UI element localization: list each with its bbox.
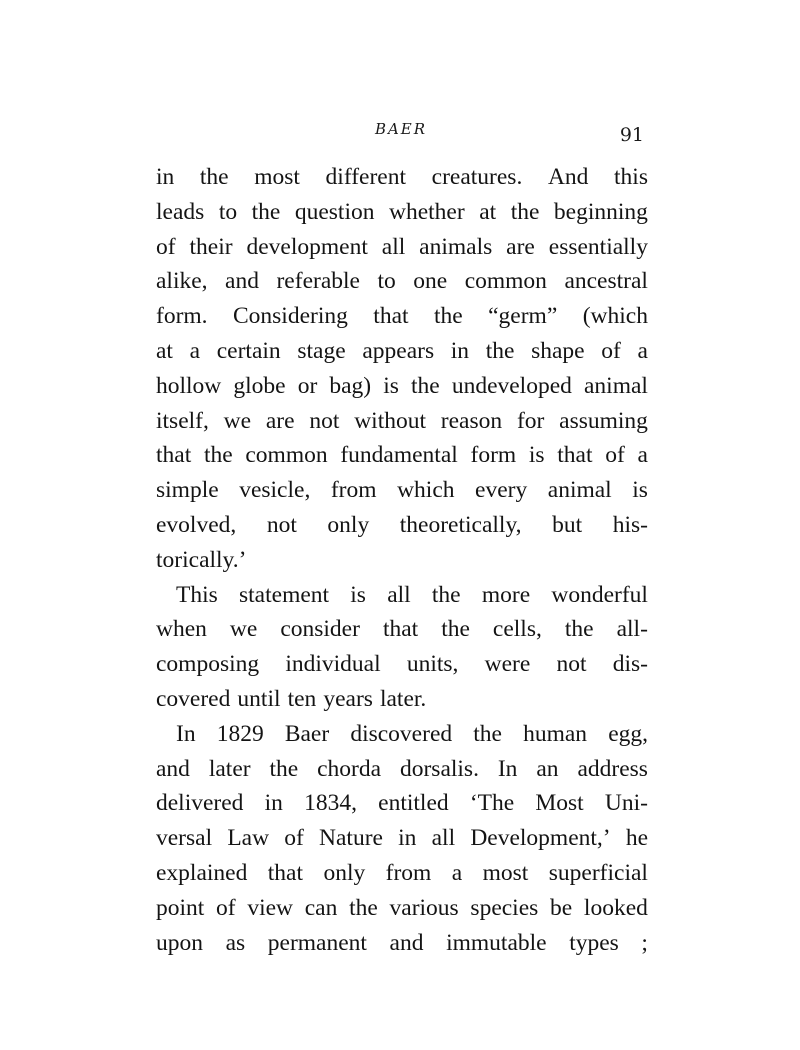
word: as [225, 929, 246, 956]
word: are [265, 407, 295, 434]
word: In [176, 720, 196, 747]
word: torically.’ [156, 546, 247, 573]
word: undeveloped [451, 372, 572, 399]
word: evolved, [156, 511, 237, 538]
word: we [223, 407, 252, 434]
word: the [473, 720, 502, 747]
word: “germ” [488, 303, 558, 330]
word: hollow [156, 372, 222, 399]
word: leads [156, 198, 205, 225]
word: which [397, 477, 455, 504]
text-line [156, 578, 648, 613]
running-title: BAER [374, 120, 428, 138]
word: upon [156, 929, 203, 956]
word: superficial [548, 859, 648, 886]
word: and [389, 929, 424, 956]
word: Nature [319, 825, 383, 852]
word: to [377, 268, 396, 295]
paragraph [156, 160, 648, 578]
word: dorsalis. [399, 755, 479, 782]
word: cells, [492, 616, 542, 643]
word: can [304, 894, 338, 921]
word: question [294, 198, 375, 225]
word: animal [583, 372, 648, 399]
word: In [497, 755, 518, 782]
word: types [569, 929, 619, 956]
word: that [557, 442, 593, 469]
word: the [485, 337, 515, 364]
word: more [481, 581, 531, 608]
word: bag) [329, 372, 372, 399]
word: 1834, [304, 790, 357, 817]
word: is [632, 477, 648, 504]
word: this [614, 164, 648, 190]
word: explained [156, 859, 248, 886]
word: in [156, 164, 175, 190]
word: essentially [548, 233, 648, 260]
text-line [156, 230, 648, 265]
paragraph [156, 717, 648, 961]
word: looked [583, 894, 648, 921]
running-head [158, 120, 644, 144]
text-line [156, 369, 648, 404]
text-line [156, 647, 648, 682]
word: ‘The [469, 790, 515, 817]
word: until [237, 685, 281, 712]
word: common [245, 442, 328, 469]
text-line [156, 891, 648, 926]
word: animals [419, 233, 493, 260]
word: the [199, 164, 229, 190]
word: immutable [446, 929, 547, 956]
word: not [556, 651, 587, 678]
text-line [156, 404, 648, 439]
word: of [284, 825, 304, 852]
word: and [156, 755, 190, 782]
word: (which [582, 303, 648, 330]
word: individual [285, 651, 381, 678]
word: that [156, 442, 192, 469]
word: the [349, 894, 378, 921]
word: most [482, 859, 529, 886]
word: Most [535, 790, 584, 817]
text-line [156, 821, 648, 856]
word: to [218, 198, 238, 225]
word: is [383, 372, 399, 399]
word: whether [389, 198, 465, 225]
word: that [267, 859, 304, 886]
word: versal [156, 825, 213, 852]
word: dis- [612, 651, 648, 678]
word: composing [156, 651, 260, 678]
word: assuming [559, 407, 648, 434]
text-line [156, 786, 648, 821]
word: reason [440, 407, 503, 434]
word: in [450, 337, 470, 364]
word: certain [216, 337, 281, 364]
text-line [156, 264, 648, 299]
word: all [431, 825, 456, 852]
page-number: 91 [619, 124, 644, 146]
body-text [156, 160, 648, 960]
word: common [464, 268, 547, 295]
word: alike, [156, 268, 208, 295]
word: globe [233, 372, 286, 399]
text-line [156, 438, 648, 473]
text-line [156, 299, 648, 334]
word: a [637, 442, 648, 469]
word: form. [156, 303, 208, 330]
word: entitled [378, 790, 449, 817]
word: creatures. [431, 164, 523, 190]
word: at [479, 198, 497, 225]
word: statement [239, 581, 330, 608]
word: were [484, 651, 531, 678]
word: theoretically, [399, 511, 522, 538]
word: units, [406, 651, 459, 678]
text-line [156, 926, 648, 961]
word: chorda [317, 755, 382, 782]
word: Baer [284, 720, 330, 747]
word: egg, [608, 720, 648, 747]
text-line [156, 473, 648, 508]
word: fundamental [340, 442, 458, 469]
word: not [309, 407, 340, 434]
word: the [203, 442, 233, 469]
text-line [156, 717, 648, 752]
word: a [637, 337, 648, 364]
word: And [547, 164, 589, 190]
word: we [229, 616, 258, 643]
word: without [354, 407, 426, 434]
text-line [156, 682, 648, 717]
word: be [550, 894, 573, 921]
word: their [189, 233, 233, 260]
word: development [246, 233, 368, 260]
text-line [156, 334, 648, 369]
word: Development,’ [470, 825, 611, 852]
word: discovered [350, 720, 453, 747]
word: appears [362, 337, 435, 364]
word: the [269, 755, 299, 782]
word: the [510, 198, 540, 225]
word: one [413, 268, 448, 295]
word: ten [287, 685, 317, 712]
word: the [433, 303, 463, 330]
text-line [156, 508, 648, 543]
word: are [506, 233, 535, 260]
word: in [398, 825, 417, 852]
word: view [247, 894, 294, 921]
word: or [297, 372, 318, 399]
text-line [156, 752, 648, 787]
word: wonderful [551, 581, 648, 608]
word: only [327, 511, 370, 538]
word: years [323, 685, 373, 712]
text-line [156, 856, 648, 891]
word: is [528, 442, 545, 469]
word: at [156, 337, 173, 364]
word: of [601, 337, 621, 364]
word: most [254, 164, 300, 190]
word: consider [280, 616, 360, 643]
word: his- [612, 511, 648, 538]
word: Considering [232, 303, 348, 330]
word: later [208, 755, 251, 782]
word: itself, [156, 407, 209, 434]
word: various [389, 894, 459, 921]
text-line [156, 195, 648, 230]
word: not [266, 511, 297, 538]
word: all [381, 233, 406, 260]
text-line [156, 160, 648, 195]
word: but [552, 511, 583, 538]
word: and [225, 268, 259, 295]
word: the [411, 372, 440, 399]
word: for [516, 407, 545, 434]
word: referable [276, 268, 360, 295]
word: point [156, 894, 205, 921]
word: is [350, 581, 366, 608]
word: all [387, 581, 411, 608]
word: species [470, 894, 539, 921]
word: This [176, 581, 218, 608]
word: animal [547, 477, 612, 504]
text-line [156, 612, 648, 647]
word: Uni- [604, 790, 648, 817]
word: from [330, 477, 377, 504]
word: address [577, 755, 648, 782]
word: Law [227, 825, 270, 852]
word: an [536, 755, 559, 782]
word: of [156, 233, 176, 260]
word: a [451, 859, 463, 886]
word: only [323, 859, 366, 886]
word: covered [156, 685, 231, 712]
word: shape [531, 337, 585, 364]
paragraph [156, 578, 648, 717]
word: form [470, 442, 517, 469]
word: when [156, 616, 207, 643]
word: ancestral [564, 268, 648, 295]
word: all- [616, 616, 648, 643]
word: the [441, 616, 470, 643]
word: simple [156, 477, 219, 504]
word: the [251, 198, 281, 225]
word: the [564, 616, 594, 643]
word: beginning [553, 198, 648, 225]
text-line [156, 543, 648, 578]
word: different [325, 164, 407, 190]
word: of [216, 894, 236, 921]
word: a [189, 337, 201, 364]
word: later. [379, 685, 427, 712]
word: the [431, 581, 461, 608]
word: delivered [156, 790, 244, 817]
word: in [264, 790, 283, 817]
word: that [373, 303, 409, 330]
word: he [625, 825, 648, 852]
word: of [605, 442, 625, 469]
word: from [385, 859, 432, 886]
word: vesicle, [239, 477, 311, 504]
word: that [382, 616, 419, 643]
word: stage [297, 337, 346, 364]
word: 1829 [216, 720, 264, 747]
word: permanent [267, 929, 367, 956]
word: human [523, 720, 588, 747]
word: ; [641, 929, 648, 956]
word: every [475, 477, 528, 504]
